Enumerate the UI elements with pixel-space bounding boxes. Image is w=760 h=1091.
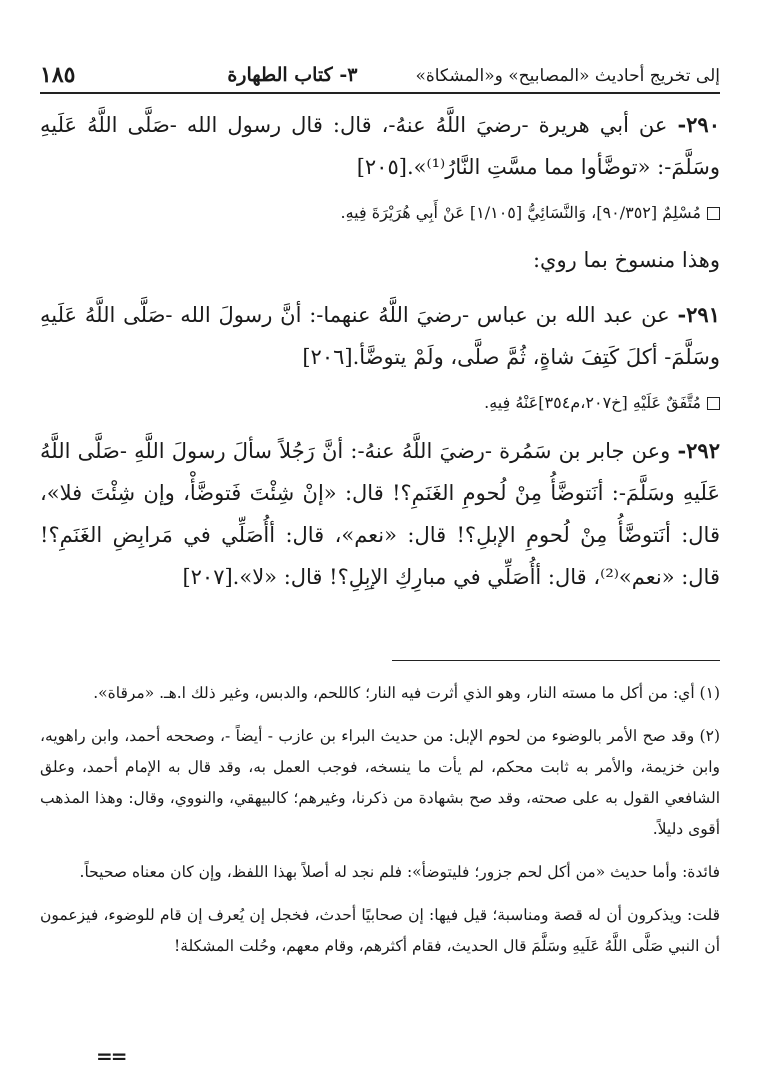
footnote-comment: قلت: ويذكرون أن له قصة ومناسبة؛ قيل فيها: إن صحابيًا أحدث، فخجل إن يُعرف إن قام للوضوء، فيزعمون أن النبي صَلَّى اللَّهُ عَلَيهِ وسَلَّمَ قال الحديث، فقام أكثرهم، وقام معهم، وحُلت المشكلة!	[40, 906, 720, 955]
abrogation-note: وهذا منسوخ بما روي:	[532, 248, 720, 272]
footnote-1: (١) أي: من أكل ما مسته النار، وهو الذي أثرت فيه النار؛ كاللحم، والدبس، وغير ذلك ا.هـ. «مرقاة».	[93, 684, 720, 702]
footnote-2: (٢) وقد صح الأمر بالوضوء من لحوم الإبل: من حديث البراء بن عازب - أيضاً -، وصححه أحمد، وابن راهويه، وابن خزيمة، والأمر به ثابت محكم، لم يأت ما ينسخه، فوجب العمل به، وقد قال به الإمام أحمد، وعلق الشافعي القول به على صحته، وقد صح بشهادة من ذكرنا، وغيرهم؛ كالبيهقي، والنووي، وقال: وهذا المذهب أقوى دليلاً.	[40, 727, 720, 838]
source-text: مُسْلِمٌ [٩٠/٣٥٢]، وَالنَّسَائِيُّ [١/١٠٥] عَنْ أَبِي هُرَيْرَةَ فِيهِ.	[340, 203, 701, 222]
square-marker-icon	[707, 207, 720, 220]
footnote-separator	[392, 660, 720, 661]
hadith-number: ٢٩٠-	[677, 112, 720, 137]
chapter-title: ٣- كتاب الطهارة	[227, 64, 358, 86]
source-text: مُتَّفَقٌ عَلَيْهِ [خ٢٠٧،م٣٥٤]عَنْهُ فِيهِ.	[484, 393, 701, 412]
hadith-text: عن عبد الله بن عباس -رضيَ اللَّهُ عنهما-: أنَّ رسولَ الله -صَلَّى اللَّهُ عَلَيهِ وسَلَّمَ- أكلَ كَتِفَ شاةٍ، ثُمَّ صلَّى، ولَمْ يتوضَّأ.[٢٠٦]	[40, 303, 720, 369]
hadith-290	[40, 104, 720, 188]
main-text	[40, 104, 720, 598]
footnotes	[40, 678, 720, 974]
end-mark: ==	[96, 1044, 126, 1068]
hadith-292	[40, 430, 720, 598]
hadith-text: عن أبي هريرة -رضيَ اللَّهُ عنهُ-، قال: قال رسول الله -صَلَّى اللَّهُ عَلَيهِ وسَلَّمَ-: «توضَّأوا مما مسَّتِ النَّارُ⁽¹⁾».[٢٠٥]	[40, 113, 720, 179]
square-marker-icon	[707, 397, 720, 410]
running-title: إلى تخريج أحاديث «المصابيح» و«المشكاة»	[415, 66, 720, 86]
hadith-text: وعن جابر بن سَمُرة -رضيَ اللَّهُ عنهُ-: أنَّ رَجُلاً سألَ رسولَ اللَّهِ -صَلَّى اللَّهُ عَلَيهِ وسَلَّمَ-: أنَتوضَّأُ مِنْ لُحومِ الغَنَمِ؟! قال: «إنْ شِئْتَ فَتوضَّأْ، وإن شِئْتَ فلا»، قال: أنَتوضَّأُ مِنْ لُحومِ الإبلِ؟! قال: «نعم»، قال: أأُصَلِّي في مَرابِضِ الغَنَمِ؟! قال: «نعم»⁽²⁾، قال: أأُصَلِّي في مبارِكِ الإبِلِ؟! قال: «لا».[٢٠٧]	[40, 439, 720, 589]
hadith-source	[40, 388, 720, 418]
page-header	[40, 52, 720, 94]
hadith-number: ٢٩٢-	[677, 438, 720, 463]
hadith-number: ٢٩١-	[677, 302, 720, 327]
hadith-source	[40, 198, 720, 228]
hadith-291	[40, 294, 720, 378]
footnote-benefit: فائدة: وأما حديث «من أكل لحم جزور؛ فليتوضأ»: فلم نجد له أصلاً بهذا اللفظ، وإن كان معناه صحيحاً.	[79, 863, 720, 881]
page-number: ١٨٥	[40, 62, 76, 88]
